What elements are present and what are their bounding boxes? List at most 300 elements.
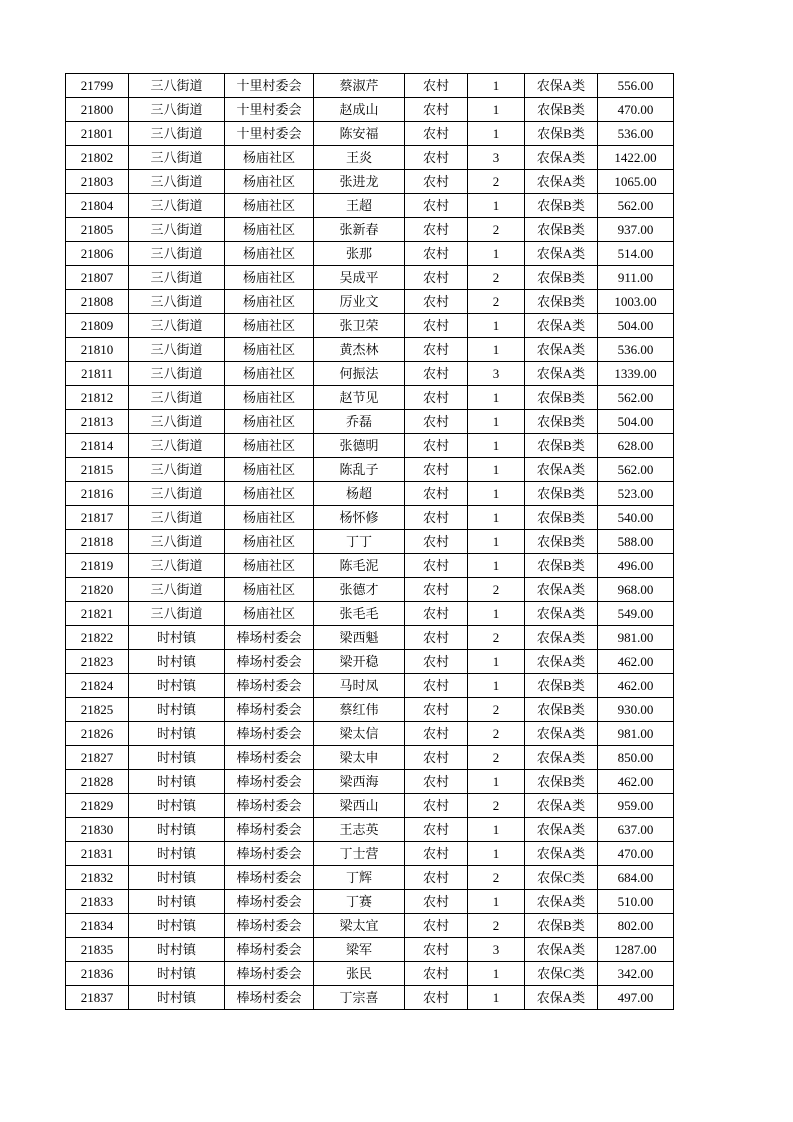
table-cell-person_count: 1 xyxy=(468,410,525,434)
table-cell-residence_type: 农村 xyxy=(405,434,468,458)
table-cell-village_committee: 杨庙社区 xyxy=(225,434,314,458)
table-cell-person_count: 3 xyxy=(468,362,525,386)
table-cell-amount: 549.00 xyxy=(598,602,674,626)
table-cell-residence_type: 农村 xyxy=(405,842,468,866)
table-cell-street_town: 时村镇 xyxy=(129,866,225,890)
table-cell-name: 梁西魁 xyxy=(314,626,405,650)
table-cell-person_count: 1 xyxy=(468,98,525,122)
table-cell-insurance_category: 农保C类 xyxy=(525,962,598,986)
table-cell-street_town: 时村镇 xyxy=(129,770,225,794)
table-cell-name: 陈安福 xyxy=(314,122,405,146)
table-cell-residence_type: 农村 xyxy=(405,482,468,506)
table-cell-id: 21814 xyxy=(66,434,129,458)
table-cell-insurance_category: 农保B类 xyxy=(525,194,598,218)
table-cell-id: 21803 xyxy=(66,170,129,194)
table-cell-person_count: 1 xyxy=(468,458,525,482)
table-cell-name: 吴成平 xyxy=(314,266,405,290)
table-row xyxy=(66,770,674,794)
table-cell-name: 梁太信 xyxy=(314,722,405,746)
table-cell-person_count: 1 xyxy=(468,554,525,578)
table-cell-village_committee: 棒场村委会 xyxy=(225,938,314,962)
table-cell-street_town: 三八街道 xyxy=(129,602,225,626)
table-cell-amount: 556.00 xyxy=(598,74,674,98)
table-cell-street_town: 三八街道 xyxy=(129,74,225,98)
table-cell-residence_type: 农村 xyxy=(405,506,468,530)
table-row xyxy=(66,242,674,266)
table-cell-residence_type: 农村 xyxy=(405,794,468,818)
table-cell-street_town: 三八街道 xyxy=(129,266,225,290)
table-cell-name: 杨怀修 xyxy=(314,506,405,530)
table-row xyxy=(66,722,674,746)
table-row xyxy=(66,410,674,434)
table-cell-village_committee: 棒场村委会 xyxy=(225,866,314,890)
benefits-table xyxy=(65,73,674,1010)
table-cell-insurance_category: 农保A类 xyxy=(525,314,598,338)
table-cell-village_committee: 杨庙社区 xyxy=(225,194,314,218)
table-cell-insurance_category: 农保A类 xyxy=(525,146,598,170)
table-cell-residence_type: 农村 xyxy=(405,866,468,890)
table-cell-person_count: 1 xyxy=(468,674,525,698)
table-cell-residence_type: 农村 xyxy=(405,410,468,434)
table-cell-name: 梁军 xyxy=(314,938,405,962)
table-cell-name: 王志英 xyxy=(314,818,405,842)
table-row xyxy=(66,74,674,98)
table-row xyxy=(66,98,674,122)
table-cell-person_count: 2 xyxy=(468,578,525,602)
table-cell-village_committee: 杨庙社区 xyxy=(225,218,314,242)
table-cell-amount: 968.00 xyxy=(598,578,674,602)
table-cell-residence_type: 农村 xyxy=(405,314,468,338)
table-cell-person_count: 2 xyxy=(468,218,525,242)
table-cell-person_count: 1 xyxy=(468,386,525,410)
table-row xyxy=(66,938,674,962)
table-cell-residence_type: 农村 xyxy=(405,890,468,914)
table-cell-person_count: 1 xyxy=(468,194,525,218)
table-cell-street_town: 三八街道 xyxy=(129,482,225,506)
table-row xyxy=(66,602,674,626)
table-cell-insurance_category: 农保B类 xyxy=(525,506,598,530)
table-cell-person_count: 3 xyxy=(468,938,525,962)
table-row xyxy=(66,218,674,242)
table-cell-amount: 462.00 xyxy=(598,770,674,794)
table-cell-residence_type: 农村 xyxy=(405,938,468,962)
table-cell-id: 21818 xyxy=(66,530,129,554)
table-cell-street_town: 三八街道 xyxy=(129,98,225,122)
table-cell-name: 丁赛 xyxy=(314,890,405,914)
table-cell-amount: 937.00 xyxy=(598,218,674,242)
table-cell-street_town: 时村镇 xyxy=(129,746,225,770)
table-cell-person_count: 1 xyxy=(468,530,525,554)
table-cell-id: 21830 xyxy=(66,818,129,842)
table-cell-amount: 1422.00 xyxy=(598,146,674,170)
table-cell-person_count: 1 xyxy=(468,842,525,866)
table-cell-village_committee: 杨庙社区 xyxy=(225,314,314,338)
table-cell-id: 21828 xyxy=(66,770,129,794)
table-cell-person_count: 1 xyxy=(468,314,525,338)
table-cell-street_town: 三八街道 xyxy=(129,578,225,602)
table-cell-residence_type: 农村 xyxy=(405,386,468,410)
table-cell-amount: 504.00 xyxy=(598,314,674,338)
table-cell-insurance_category: 农保B类 xyxy=(525,266,598,290)
table-cell-residence_type: 农村 xyxy=(405,74,468,98)
table-row xyxy=(66,338,674,362)
table-cell-insurance_category: 农保A类 xyxy=(525,938,598,962)
table-cell-street_town: 三八街道 xyxy=(129,194,225,218)
table-cell-name: 梁太申 xyxy=(314,746,405,770)
table-cell-amount: 514.00 xyxy=(598,242,674,266)
table-row xyxy=(66,506,674,530)
table-cell-name: 蔡淑芹 xyxy=(314,74,405,98)
table-cell-street_town: 三八街道 xyxy=(129,554,225,578)
table-cell-person_count: 1 xyxy=(468,74,525,98)
table-cell-village_committee: 杨庙社区 xyxy=(225,266,314,290)
table-cell-amount: 536.00 xyxy=(598,338,674,362)
table-cell-village_committee: 杨庙社区 xyxy=(225,242,314,266)
table-row xyxy=(66,290,674,314)
table-row xyxy=(66,842,674,866)
table-cell-amount: 628.00 xyxy=(598,434,674,458)
table-cell-village_committee: 杨庙社区 xyxy=(225,170,314,194)
table-cell-street_town: 三八街道 xyxy=(129,122,225,146)
table-cell-residence_type: 农村 xyxy=(405,818,468,842)
table-cell-village_committee: 杨庙社区 xyxy=(225,530,314,554)
table-cell-residence_type: 农村 xyxy=(405,602,468,626)
table-cell-village_committee: 棒场村委会 xyxy=(225,770,314,794)
table-row xyxy=(66,530,674,554)
table-cell-residence_type: 农村 xyxy=(405,554,468,578)
table-cell-residence_type: 农村 xyxy=(405,650,468,674)
table-cell-village_committee: 杨庙社区 xyxy=(225,458,314,482)
table-cell-person_count: 2 xyxy=(468,722,525,746)
table-row xyxy=(66,890,674,914)
table-row xyxy=(66,794,674,818)
table-cell-id: 21813 xyxy=(66,410,129,434)
table-cell-village_committee: 杨庙社区 xyxy=(225,290,314,314)
table-cell-amount: 850.00 xyxy=(598,746,674,770)
table-cell-name: 蔡红伟 xyxy=(314,698,405,722)
table-cell-id: 21824 xyxy=(66,674,129,698)
table-row xyxy=(66,458,674,482)
table-cell-person_count: 2 xyxy=(468,266,525,290)
table-cell-insurance_category: 农保B类 xyxy=(525,698,598,722)
table-cell-name: 梁西海 xyxy=(314,770,405,794)
table-cell-name: 梁开稳 xyxy=(314,650,405,674)
table-cell-name: 赵成山 xyxy=(314,98,405,122)
table-cell-name: 丁士营 xyxy=(314,842,405,866)
table-cell-village_committee: 棒场村委会 xyxy=(225,818,314,842)
table-row xyxy=(66,362,674,386)
table-cell-id: 21802 xyxy=(66,146,129,170)
table-cell-street_town: 三八街道 xyxy=(129,386,225,410)
table-cell-street_town: 三八街道 xyxy=(129,218,225,242)
table-cell-residence_type: 农村 xyxy=(405,218,468,242)
table-cell-village_committee: 棒场村委会 xyxy=(225,890,314,914)
table-row xyxy=(66,194,674,218)
table-cell-person_count: 2 xyxy=(468,290,525,314)
table-cell-name: 陈乱子 xyxy=(314,458,405,482)
table-cell-id: 21835 xyxy=(66,938,129,962)
table-cell-village_committee: 棒场村委会 xyxy=(225,674,314,698)
table-cell-id: 21836 xyxy=(66,962,129,986)
table-row xyxy=(66,914,674,938)
table-cell-id: 21834 xyxy=(66,914,129,938)
table-cell-name: 乔磊 xyxy=(314,410,405,434)
table-cell-amount: 911.00 xyxy=(598,266,674,290)
table-cell-person_count: 1 xyxy=(468,818,525,842)
table-cell-insurance_category: 农保A类 xyxy=(525,650,598,674)
table-cell-village_committee: 十里村委会 xyxy=(225,98,314,122)
table-cell-id: 21822 xyxy=(66,626,129,650)
table-cell-name: 张那 xyxy=(314,242,405,266)
table-cell-residence_type: 农村 xyxy=(405,722,468,746)
table-cell-amount: 1339.00 xyxy=(598,362,674,386)
table-cell-street_town: 三八街道 xyxy=(129,338,225,362)
table-cell-id: 21812 xyxy=(66,386,129,410)
table-cell-insurance_category: 农保A类 xyxy=(525,890,598,914)
table-cell-amount: 930.00 xyxy=(598,698,674,722)
table-cell-street_town: 时村镇 xyxy=(129,722,225,746)
table-cell-village_committee: 杨庙社区 xyxy=(225,386,314,410)
table-cell-amount: 462.00 xyxy=(598,674,674,698)
table-cell-person_count: 1 xyxy=(468,338,525,362)
table-cell-residence_type: 农村 xyxy=(405,458,468,482)
table-cell-residence_type: 农村 xyxy=(405,530,468,554)
table-cell-amount: 981.00 xyxy=(598,626,674,650)
table-row xyxy=(66,962,674,986)
table-cell-person_count: 2 xyxy=(468,866,525,890)
table-cell-village_committee: 杨庙社区 xyxy=(225,578,314,602)
table-cell-person_count: 1 xyxy=(468,242,525,266)
table-row xyxy=(66,578,674,602)
table-cell-id: 21806 xyxy=(66,242,129,266)
table-cell-amount: 342.00 xyxy=(598,962,674,986)
table-cell-insurance_category: 农保B类 xyxy=(525,98,598,122)
table-row xyxy=(66,818,674,842)
table-cell-person_count: 1 xyxy=(468,650,525,674)
table-cell-insurance_category: 农保B类 xyxy=(525,122,598,146)
table-cell-village_committee: 棒场村委会 xyxy=(225,698,314,722)
table-row xyxy=(66,674,674,698)
table-cell-name: 赵节见 xyxy=(314,386,405,410)
table-cell-village_committee: 杨庙社区 xyxy=(225,146,314,170)
table-cell-name: 厉业文 xyxy=(314,290,405,314)
table-cell-amount: 540.00 xyxy=(598,506,674,530)
table-row xyxy=(66,170,674,194)
table-cell-street_town: 时村镇 xyxy=(129,914,225,938)
table-cell-insurance_category: 农保A类 xyxy=(525,818,598,842)
table-cell-person_count: 1 xyxy=(468,890,525,914)
table-cell-person_count: 2 xyxy=(468,170,525,194)
table-cell-person_count: 3 xyxy=(468,146,525,170)
table-cell-residence_type: 农村 xyxy=(405,770,468,794)
table-cell-name: 梁西山 xyxy=(314,794,405,818)
table-cell-street_town: 三八街道 xyxy=(129,530,225,554)
table-cell-amount: 497.00 xyxy=(598,986,674,1010)
table-cell-street_town: 三八街道 xyxy=(129,362,225,386)
table-cell-street_town: 时村镇 xyxy=(129,986,225,1010)
table-cell-amount: 562.00 xyxy=(598,386,674,410)
table-cell-name: 丁辉 xyxy=(314,866,405,890)
table-cell-village_committee: 棒场村委会 xyxy=(225,722,314,746)
table-cell-id: 21815 xyxy=(66,458,129,482)
table-cell-insurance_category: 农保A类 xyxy=(525,242,598,266)
table-cell-name: 梁太宜 xyxy=(314,914,405,938)
table-cell-insurance_category: 农保A类 xyxy=(525,170,598,194)
table-row xyxy=(66,482,674,506)
table-cell-insurance_category: 农保A类 xyxy=(525,338,598,362)
table-cell-insurance_category: 农保A类 xyxy=(525,74,598,98)
table-cell-insurance_category: 农保B类 xyxy=(525,290,598,314)
table-cell-id: 21800 xyxy=(66,98,129,122)
table-cell-person_count: 1 xyxy=(468,962,525,986)
table-cell-name: 马时凤 xyxy=(314,674,405,698)
table-cell-id: 21816 xyxy=(66,482,129,506)
table-cell-street_town: 时村镇 xyxy=(129,962,225,986)
table-cell-id: 21832 xyxy=(66,866,129,890)
table-cell-village_committee: 棒场村委会 xyxy=(225,986,314,1010)
table-cell-street_town: 时村镇 xyxy=(129,698,225,722)
table-cell-amount: 1065.00 xyxy=(598,170,674,194)
table-cell-insurance_category: 农保B类 xyxy=(525,554,598,578)
table-row xyxy=(66,122,674,146)
table-cell-person_count: 1 xyxy=(468,770,525,794)
table-cell-insurance_category: 农保A类 xyxy=(525,842,598,866)
table-cell-residence_type: 农村 xyxy=(405,698,468,722)
table-cell-residence_type: 农村 xyxy=(405,962,468,986)
table-cell-id: 21807 xyxy=(66,266,129,290)
table-cell-id: 21809 xyxy=(66,314,129,338)
table-row xyxy=(66,746,674,770)
table-cell-amount: 1287.00 xyxy=(598,938,674,962)
table-cell-village_committee: 棒场村委会 xyxy=(225,746,314,770)
table-cell-insurance_category: 农保A类 xyxy=(525,458,598,482)
table-cell-amount: 470.00 xyxy=(598,842,674,866)
table-cell-insurance_category: 农保A类 xyxy=(525,578,598,602)
table-cell-street_town: 时村镇 xyxy=(129,626,225,650)
table-cell-person_count: 2 xyxy=(468,914,525,938)
table-cell-street_town: 三八街道 xyxy=(129,506,225,530)
table-cell-street_town: 时村镇 xyxy=(129,794,225,818)
table-cell-person_count: 2 xyxy=(468,794,525,818)
table-cell-street_town: 三八街道 xyxy=(129,146,225,170)
table-cell-id: 21817 xyxy=(66,506,129,530)
table-cell-residence_type: 农村 xyxy=(405,626,468,650)
table-cell-id: 21819 xyxy=(66,554,129,578)
table-cell-street_town: 时村镇 xyxy=(129,818,225,842)
table-cell-insurance_category: 农保B类 xyxy=(525,386,598,410)
table-cell-village_committee: 杨庙社区 xyxy=(225,338,314,362)
table-cell-amount: 470.00 xyxy=(598,98,674,122)
table-cell-residence_type: 农村 xyxy=(405,170,468,194)
table-cell-id: 21804 xyxy=(66,194,129,218)
table-cell-name: 张进龙 xyxy=(314,170,405,194)
table-cell-village_committee: 杨庙社区 xyxy=(225,362,314,386)
table-cell-id: 21833 xyxy=(66,890,129,914)
table-cell-village_committee: 棒场村委会 xyxy=(225,842,314,866)
table-cell-insurance_category: 农保B类 xyxy=(525,434,598,458)
table-cell-insurance_category: 农保C类 xyxy=(525,866,598,890)
table-cell-residence_type: 农村 xyxy=(405,290,468,314)
table-cell-village_committee: 杨庙社区 xyxy=(225,482,314,506)
table-cell-street_town: 时村镇 xyxy=(129,674,225,698)
table-cell-residence_type: 农村 xyxy=(405,674,468,698)
table-cell-id: 21810 xyxy=(66,338,129,362)
table-cell-amount: 1003.00 xyxy=(598,290,674,314)
table-cell-amount: 562.00 xyxy=(598,194,674,218)
table-row xyxy=(66,554,674,578)
table-cell-insurance_category: 农保B类 xyxy=(525,410,598,434)
table-cell-insurance_category: 农保B类 xyxy=(525,482,598,506)
table-cell-residence_type: 农村 xyxy=(405,98,468,122)
table-row xyxy=(66,986,674,1010)
table-cell-name: 丁丁 xyxy=(314,530,405,554)
table-cell-amount: 504.00 xyxy=(598,410,674,434)
table-cell-name: 陈毛泥 xyxy=(314,554,405,578)
table-cell-amount: 684.00 xyxy=(598,866,674,890)
table-cell-id: 21805 xyxy=(66,218,129,242)
table-cell-person_count: 1 xyxy=(468,122,525,146)
table-cell-person_count: 2 xyxy=(468,698,525,722)
table-cell-street_town: 时村镇 xyxy=(129,650,225,674)
table-cell-residence_type: 农村 xyxy=(405,986,468,1010)
table-cell-village_committee: 棒场村委会 xyxy=(225,794,314,818)
table-cell-village_committee: 十里村委会 xyxy=(225,74,314,98)
table-cell-residence_type: 农村 xyxy=(405,578,468,602)
table-cell-name: 丁宗喜 xyxy=(314,986,405,1010)
table-cell-amount: 981.00 xyxy=(598,722,674,746)
table-cell-residence_type: 农村 xyxy=(405,194,468,218)
table-row xyxy=(66,650,674,674)
table-cell-village_committee: 十里村委会 xyxy=(225,122,314,146)
table-cell-insurance_category: 农保A类 xyxy=(525,722,598,746)
table-cell-village_committee: 杨庙社区 xyxy=(225,554,314,578)
table-cell-street_town: 三八街道 xyxy=(129,314,225,338)
table-cell-id: 21829 xyxy=(66,794,129,818)
table-cell-village_committee: 杨庙社区 xyxy=(225,410,314,434)
table-cell-amount: 536.00 xyxy=(598,122,674,146)
table-cell-name: 张民 xyxy=(314,962,405,986)
table-cell-street_town: 三八街道 xyxy=(129,170,225,194)
table-cell-residence_type: 农村 xyxy=(405,146,468,170)
table-cell-amount: 523.00 xyxy=(598,482,674,506)
table-cell-name: 张毛毛 xyxy=(314,602,405,626)
table-cell-street_town: 时村镇 xyxy=(129,938,225,962)
table-cell-amount: 959.00 xyxy=(598,794,674,818)
table-cell-amount: 637.00 xyxy=(598,818,674,842)
table-cell-village_committee: 棒场村委会 xyxy=(225,626,314,650)
table-cell-residence_type: 农村 xyxy=(405,362,468,386)
table-cell-insurance_category: 农保A类 xyxy=(525,362,598,386)
table-cell-name: 张新春 xyxy=(314,218,405,242)
table-cell-id: 21801 xyxy=(66,122,129,146)
table-cell-name: 黄杰林 xyxy=(314,338,405,362)
table-cell-name: 杨超 xyxy=(314,482,405,506)
table-row xyxy=(66,146,674,170)
table-cell-name: 王超 xyxy=(314,194,405,218)
table-cell-village_committee: 棒场村委会 xyxy=(225,914,314,938)
table-cell-village_committee: 杨庙社区 xyxy=(225,506,314,530)
table-cell-name: 张德才 xyxy=(314,578,405,602)
table-row xyxy=(66,434,674,458)
table-cell-name: 王炎 xyxy=(314,146,405,170)
table-cell-person_count: 1 xyxy=(468,434,525,458)
table-cell-insurance_category: 农保B类 xyxy=(525,914,598,938)
table-cell-id: 21823 xyxy=(66,650,129,674)
table-cell-amount: 588.00 xyxy=(598,530,674,554)
table-cell-name: 何振法 xyxy=(314,362,405,386)
table-cell-village_committee: 棒场村委会 xyxy=(225,650,314,674)
table-cell-insurance_category: 农保A类 xyxy=(525,794,598,818)
